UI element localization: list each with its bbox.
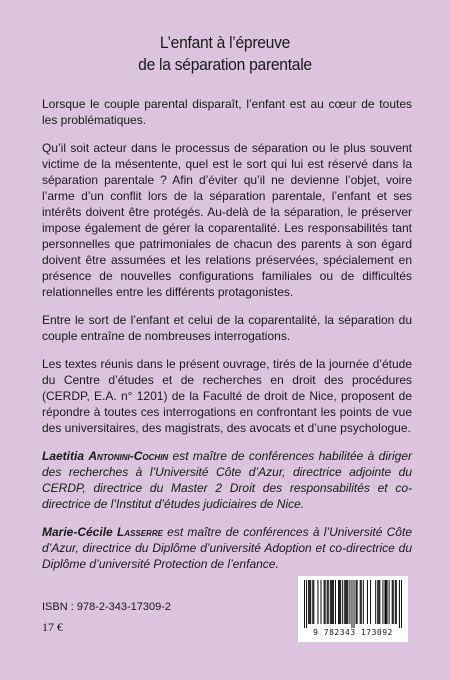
isbn: ISBN : 978-2-343-17309-2 bbox=[42, 601, 172, 613]
barcode-bar bbox=[330, 580, 331, 624]
author-bio-text: est maître de conférences habilitée à diriger des recherches à l’Université Côte d’Azur, directrice adjointe du CERDP, directrice du Master 2 Droit des responsabilités et co-directrice de l’Institut d’études judiciaires de Nice. bbox=[42, 449, 412, 511]
barcode-bar bbox=[338, 580, 339, 624]
barcode-bar bbox=[385, 580, 386, 624]
barcode-bar bbox=[399, 580, 400, 628]
author-first-name: Marie-Cécile bbox=[42, 525, 113, 539]
barcode-bar bbox=[328, 580, 329, 624]
barcode-bar bbox=[361, 580, 362, 624]
barcode-bar bbox=[395, 580, 396, 624]
barcode-bar bbox=[340, 580, 341, 624]
barcode-bar bbox=[357, 580, 358, 624]
barcode-bar bbox=[384, 580, 385, 624]
barcode-bar bbox=[393, 580, 394, 624]
barcode-bar bbox=[378, 580, 379, 624]
barcode-digits: 9 782343 173092 bbox=[313, 628, 393, 637]
barcode-bar bbox=[375, 580, 376, 624]
paragraph-3: Entre le sort de l’enfant et celui de la coparentalité, la séparation du couple entraîne de nombreuses interrogations. bbox=[42, 313, 412, 343]
barcode-bar bbox=[360, 580, 361, 624]
barcode-bar bbox=[306, 580, 307, 628]
author-first-name: Laetitia bbox=[42, 449, 85, 463]
barcode-bar bbox=[396, 580, 397, 624]
barcode-bar bbox=[339, 580, 340, 624]
barcode-bar bbox=[346, 580, 347, 624]
barcode-bar bbox=[324, 580, 325, 624]
barcode-bar bbox=[313, 580, 314, 624]
barcode-bar bbox=[344, 580, 345, 624]
paragraph-2: Qu’il soit acteur dans le processus de séparation ou le plus souvent victime de la mésentente, quel est le sort qui lui est réservé dans la séparation parentale ? Afin d’éviter qu’il ne devienne l’objet, voire l’arme d’un conflit lors de la séparation parentale, l’enfant et ses intérêts doivent être protégés. Au-delà de la séparation, le préserver impose également de gérer la coparentalité. Les responsabilités tant personnelles que patrimoniales de chacun des parents à son égard doivent être assumées et les relations préservées, spécialement en présence de nouvelles configurations familiales ou de difficultés relationnelles entre les différents protagonistes. bbox=[42, 141, 412, 299]
author-name-2 bbox=[42, 525, 163, 539]
barcode-bar bbox=[327, 580, 328, 624]
paragraph-4: Les textes réunis dans le présent ouvrage, tirés de la journée d’étude du Centre d’études et de recherches en droit des procédures (CERDP, E.A. n° 1201) de la Faculté de droit de Nice, proposent de répondre à toutes ces interrogations en confrontant les points de vue des universitaires, des magistrats, des avocats et d’une psychologue. bbox=[42, 357, 412, 435]
barcode-bar bbox=[354, 580, 355, 628]
barcode-bar bbox=[331, 580, 332, 624]
author-bio-2 bbox=[42, 524, 412, 572]
barcode-bar bbox=[382, 580, 383, 624]
barcode-bar bbox=[312, 580, 313, 624]
author-bio-1 bbox=[42, 448, 412, 512]
barcode-bar bbox=[332, 580, 333, 624]
author-name-1 bbox=[42, 449, 168, 463]
barcode-bar bbox=[349, 580, 350, 624]
barcode-bar bbox=[356, 580, 357, 624]
blurb bbox=[42, 96, 412, 584]
barcode bbox=[298, 576, 408, 642]
barcode-bar bbox=[345, 580, 346, 624]
barcode-bar bbox=[317, 580, 318, 624]
author-last-name: Antonini-Cochin bbox=[88, 449, 169, 463]
barcode-bar bbox=[304, 580, 305, 628]
barcode-bar bbox=[325, 580, 326, 624]
barcode-bar bbox=[333, 580, 334, 624]
barcode-bar bbox=[308, 580, 309, 624]
barcode-bar bbox=[342, 580, 343, 624]
barcode-bar bbox=[335, 580, 336, 624]
barcode-bar bbox=[379, 580, 380, 624]
barcode-bar bbox=[309, 580, 310, 624]
price: 17 € bbox=[42, 620, 63, 634]
title-line-1: L’enfant à l’épreuve bbox=[159, 33, 291, 52]
barcode-bar bbox=[351, 580, 352, 628]
title-line-2: de la séparation parentale bbox=[138, 55, 312, 74]
barcode-bar bbox=[389, 580, 390, 624]
barcode-bar bbox=[347, 580, 348, 624]
barcode-bar bbox=[387, 580, 388, 624]
barcode-bar bbox=[392, 580, 393, 624]
paragraph-1: Lorsque le couple parental disparaît, l’enfant est au cœur de toutes les problématiques. bbox=[42, 97, 412, 127]
barcode-bars bbox=[304, 580, 402, 628]
barcode-bar bbox=[321, 580, 322, 624]
barcode-bar bbox=[377, 580, 378, 624]
barcode-bar bbox=[363, 580, 364, 624]
barcode-bar bbox=[370, 580, 371, 624]
barcode-bar bbox=[401, 580, 402, 628]
book-title bbox=[18, 32, 432, 76]
barcode-bar bbox=[310, 580, 311, 624]
author-bio-text: est maître de conférences à l’Université Côte d’Azur, directrice du Diplôme d’université Adoption et co-directrice du Diplôme d’université Protection de l’enfance. bbox=[42, 525, 412, 571]
barcode-bar bbox=[367, 580, 368, 624]
author-last-name: Lasserre bbox=[116, 525, 163, 539]
